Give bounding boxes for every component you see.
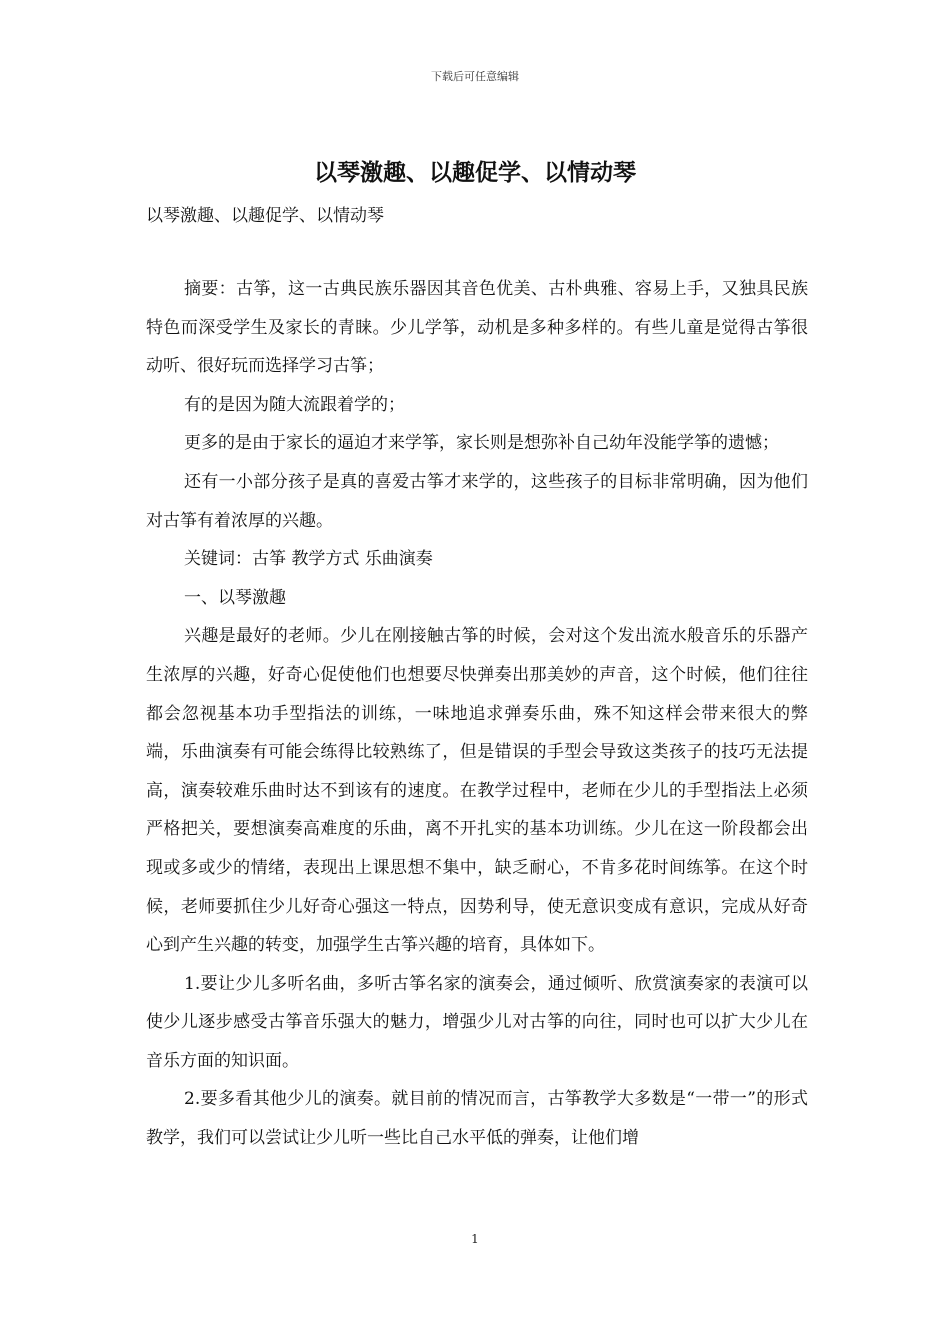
- list-item-paragraph: 2.要多看其他少儿的演奏。就目前的情况而言，古筝教学大多数是“一带一”的形式教学，我们可以尝试让少儿听一些比自己水平低的弹奏，让他们增: [146, 1089, 808, 1149]
- body-paragraph: 还有一小部分孩子是真的喜爱古筝才来学的，这些孩子的目标非常明确，因为他们对古筝有着浓厚的兴趣。: [146, 471, 808, 531]
- body-paragraph: 更多的是由于家长的逼迫才来学筝，家长则是想弥补自己幼年没能学筝的遗憾；: [184, 433, 779, 454]
- document-subtitle: 以琴激趣、以趣促学、以情动琴: [146, 206, 384, 226]
- keywords-paragraph: 关键词：古筝 教学方式 乐曲演奏: [184, 549, 433, 570]
- section-heading: 一、以琴激趣: [184, 587, 286, 608]
- document-body: [146, 270, 808, 1158]
- body-paragraph: 有的是因为随大流跟着学的；: [184, 394, 405, 415]
- header-note: 下载后可任意编辑: [431, 70, 519, 83]
- abstract-paragraph: 摘要：古筝，这一古典民族乐器因其音色优美、古朴典雅、容易上手，又独具民族特色而深受学生及家长的青睐。少儿学筝，动机是多种多样的。有些儿童是觉得古筝很动听、很好玩而选择学习古筝；: [146, 279, 808, 377]
- page-number: 1: [471, 1232, 479, 1246]
- document-title: 以琴激趣、以趣促学、以情动琴: [314, 159, 636, 186]
- body-paragraph: 兴趣是最好的老师。少儿在刚接触古筝的时候，会对这个发出流水般音乐的乐器产生浓厚的兴趣，好奇心促使他们也想要尽快弹奏出那美妙的声音，这个时候，他们往往都会忽视基本功手型指法的训练，一味地追求弹奏乐曲，殊不知这样会带来很大的弊端，乐曲演奏有可能会练得比较熟练了，但是错误的手型会导致这类孩子的技巧无法提高，演奏较难乐曲时达不到该有的速度。在教学过程中，老师在少儿的手型指法上必须严格把关，要想演奏高难度的乐曲，离不开扎实的基本功训练。少儿在这一阶段都会出现或多或少的情绪，表现出上课思想不集中，缺乏耐心，不肯多花时间练筝。在这个时候，老师要抓住少儿好奇心强这一特点，因势利导，使无意识变成有意识，完成从好奇心到产生兴趣的转变，加强学生古筝兴趣的培育，具体如下。: [146, 626, 808, 956]
- list-item-paragraph: 1.要让少儿多听名曲，多听古筝名家的演奏会，通过倾听、欣赏演奏家的表演可以使少儿逐步感受古筝音乐强大的魅力，增强少儿对古筝的向往，同时也可以扩大少儿在音乐方面的知识面。: [146, 973, 808, 1071]
